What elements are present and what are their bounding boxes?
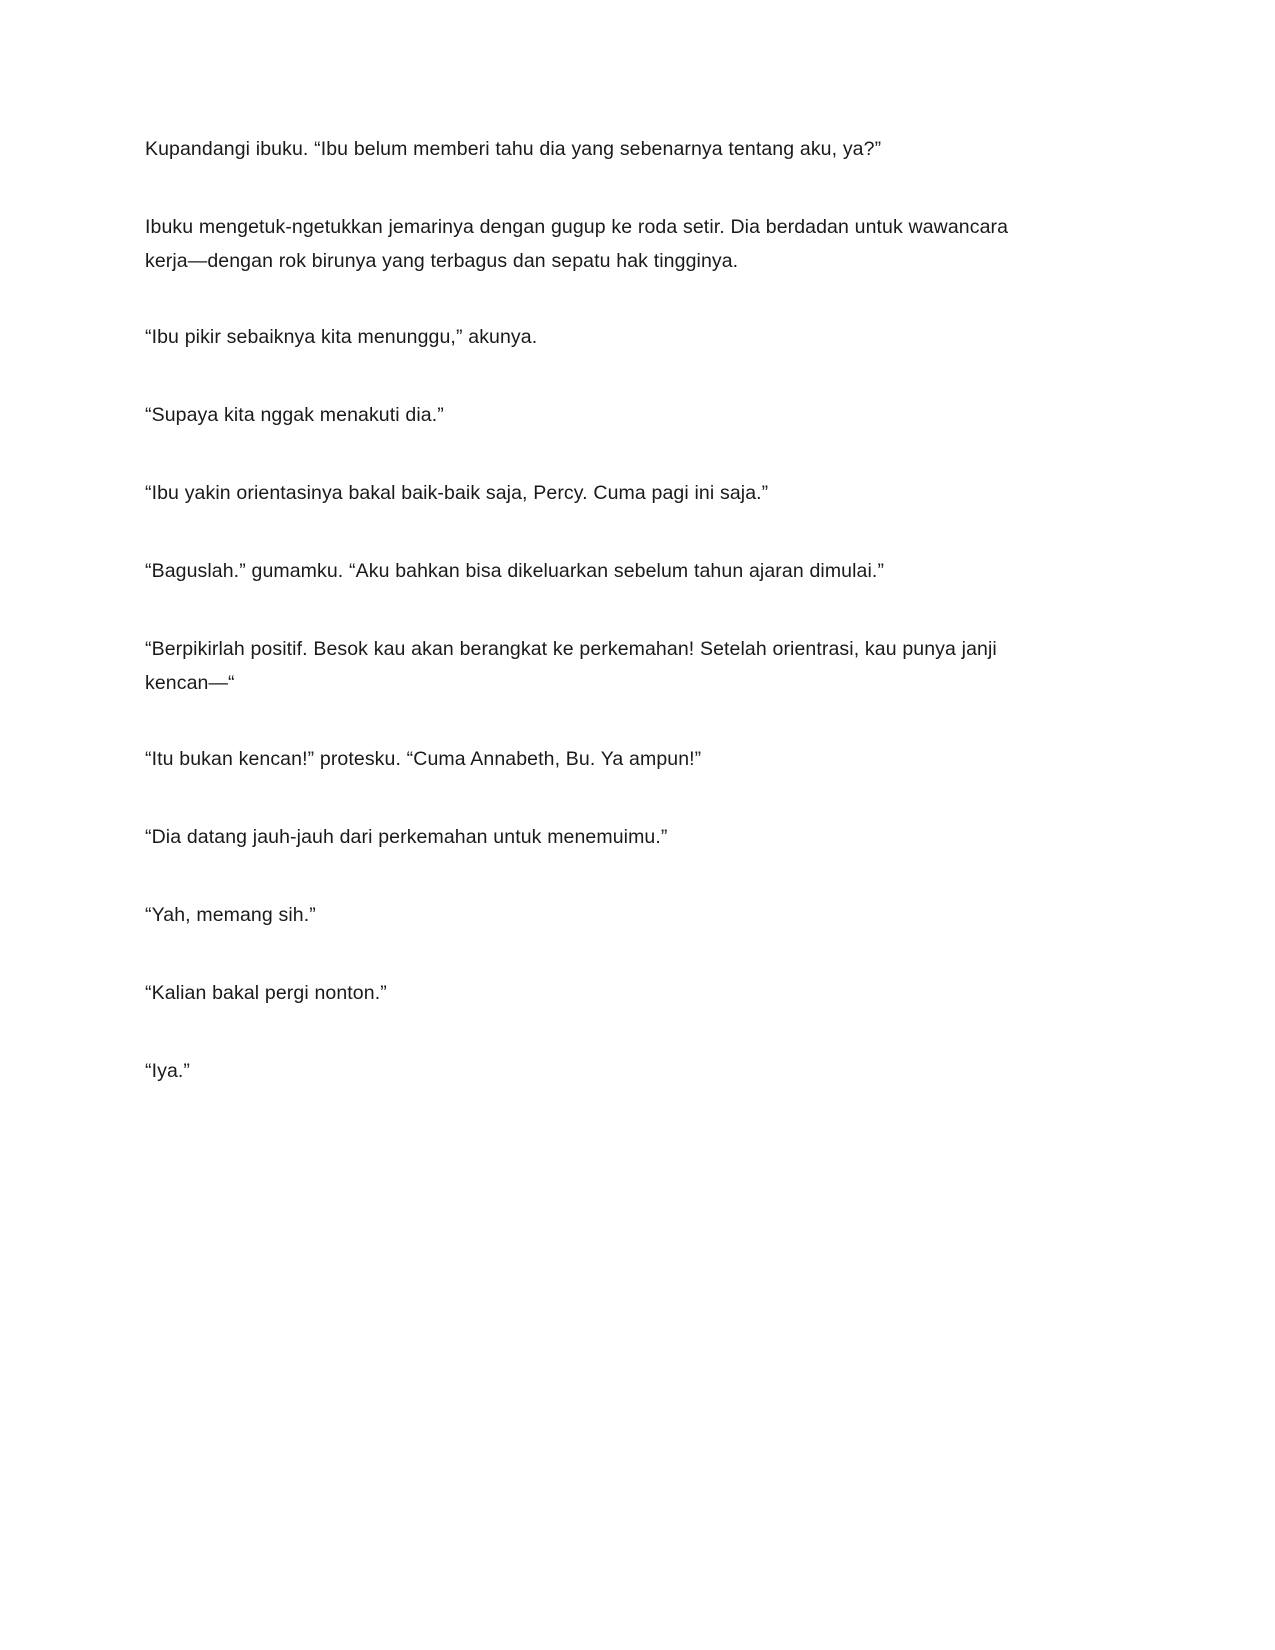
paragraph: “Yah, memang sih.” (145, 904, 316, 926)
paragraph: “Itu bukan kencan!” protesku. “Cuma Annabeth, Bu. Ya ampun!” (145, 748, 702, 770)
paragraph: “Kalian bakal pergi nonton.” (145, 982, 387, 1004)
paragraph: “Berpikirlah positif. Besok kau akan berangkat ke perkemahan! Setelah orientrasi, kau punya janji kencan—“ (145, 638, 1003, 694)
paragraph: Ibuku mengetuk-ngetukkan jemarinya dengan gugup ke roda setir. Dia berdadan untuk wawancara kerja—dengan rok birunya yang terbagus dan sepatu hak tingginya. (145, 216, 1014, 272)
paragraph: “Dia datang jauh-jauh dari perkemahan untuk menemuimu.” (145, 826, 668, 848)
paragraph: “Ibu yakin orientasinya bakal baik-baik saja, Percy. Cuma pagi ini saja.” (145, 482, 769, 504)
paragraph: Kupandangi ibuku. “Ibu belum memberi tahu dia yang sebenarnya tentang aku, ya?” (145, 138, 882, 160)
paragraph: “Ibu pikir sebaiknya kita menunggu,” akunya. (145, 326, 538, 348)
document-body (145, 132, 1025, 1088)
paragraph: “Iya.” (145, 1060, 191, 1082)
paragraph: “Baguslah.” gumamku. “Aku bahkan bisa dikeluarkan sebelum tahun ajaran dimulai.” (145, 560, 885, 582)
paragraph: “Supaya kita nggak menakuti dia.” (145, 404, 444, 426)
